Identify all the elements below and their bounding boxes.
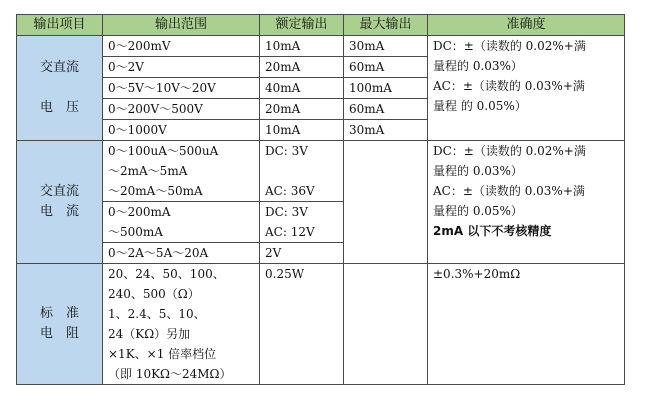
- range-cell: 0～200mV: [103, 36, 260, 57]
- range-cell: [103, 264, 260, 385]
- rated-line: AC: 12V: [265, 225, 315, 239]
- rated-cell: 20mA: [260, 99, 344, 120]
- category-std-resistance: [17, 264, 103, 385]
- max-cell: 100mA: [344, 78, 428, 99]
- max-cell: [344, 264, 428, 385]
- rated-cell: [260, 202, 344, 243]
- header-row: [17, 15, 625, 36]
- header-rated-output: 额定输出: [260, 15, 344, 36]
- rated-line: DC: 3V: [265, 205, 308, 219]
- accuracy-line: 量程的 0.03%）: [433, 164, 523, 178]
- table-row: [17, 141, 625, 202]
- range-cell: 0～200V～500V: [103, 99, 260, 120]
- table-row: [17, 36, 625, 57]
- category-acdc-current: [17, 141, 103, 264]
- max-cell: 60mA: [344, 57, 428, 78]
- range-line: ～500mA: [108, 225, 163, 239]
- category-acdc-voltage: [17, 36, 103, 141]
- range-cell: 0～5V～10V～20V: [103, 78, 260, 99]
- header-output-range: 输出范围: [103, 15, 260, 36]
- range-line: 20、24、50、100、: [108, 267, 225, 281]
- category-line: 电 流: [39, 204, 79, 219]
- rated-line: DC: 3V: [265, 144, 308, 158]
- category-line: 交直流: [39, 60, 79, 75]
- accuracy-line: AC：±（读数的 0.03%+满: [433, 79, 585, 93]
- accuracy-line: 量程 的 0.05%）: [433, 99, 527, 113]
- header-output-item: 输出项目: [17, 15, 103, 36]
- range-line: 24（KΩ）另加: [108, 327, 191, 341]
- accuracy-line: AC：±（读数的 0.03%+满: [433, 184, 585, 198]
- spec-table: [16, 14, 625, 385]
- range-cell: 0～1000V: [103, 120, 260, 141]
- max-cell: 60mA: [344, 99, 428, 120]
- accuracy-line: 量程的 0.05%）: [433, 204, 523, 218]
- category-line: 电 压: [39, 100, 79, 115]
- category-line: 交直流: [39, 184, 79, 199]
- rated-cell: [260, 141, 344, 202]
- range-line: （即 10KΩ～24MΩ）: [108, 367, 232, 381]
- range-cell: [103, 141, 260, 202]
- table-row: [17, 264, 625, 385]
- range-cell: [103, 202, 260, 243]
- header-accuracy: 准确度: [428, 15, 625, 36]
- category-line: 标 准: [39, 306, 79, 321]
- max-cell: 30mA: [344, 36, 428, 57]
- range-line: ×1K、×1 倍率档位: [108, 347, 217, 361]
- accuracy-note: 2mA 以下不考核精度: [433, 224, 552, 238]
- rated-cell: 2V: [260, 243, 344, 264]
- range-line: 0～100uA～500uA: [108, 144, 219, 158]
- range-cell: 0～2A～5A～20A: [103, 243, 260, 264]
- header-max-output: 最大输出: [344, 15, 428, 36]
- accuracy-line: DC：±（读数的 0.02%+满: [433, 144, 586, 158]
- rated-cell: 10mA: [260, 120, 344, 141]
- accuracy-line: 量程的 0.03%）: [433, 59, 523, 73]
- max-cell: 30mA: [344, 120, 428, 141]
- range-line: 1、2.4、5、10、: [108, 307, 206, 321]
- range-line: ～2mA～5mA: [108, 164, 188, 178]
- max-cell-empty: [344, 141, 428, 264]
- rated-cell: 0.25W: [260, 264, 344, 385]
- accuracy-line: DC：±（读数的 0.02%+满: [433, 39, 586, 53]
- rated-line: AC: 36V: [265, 184, 315, 198]
- accuracy-acdc-voltage: [428, 36, 625, 141]
- range-line: 240、500（Ω）: [108, 287, 200, 301]
- range-cell: 0～2V: [103, 57, 260, 78]
- accuracy-std-resistance: ±0.3%+20mΩ: [428, 264, 625, 385]
- rated-cell: 20mA: [260, 57, 344, 78]
- rated-cell: 40mA: [260, 78, 344, 99]
- range-line: 0～200mA: [108, 205, 171, 219]
- category-line: 电 阻: [39, 326, 79, 341]
- range-line: ～20mA～50mA: [108, 184, 203, 198]
- accuracy-acdc-current: [428, 141, 625, 264]
- rated-cell: 10mA: [260, 36, 344, 57]
